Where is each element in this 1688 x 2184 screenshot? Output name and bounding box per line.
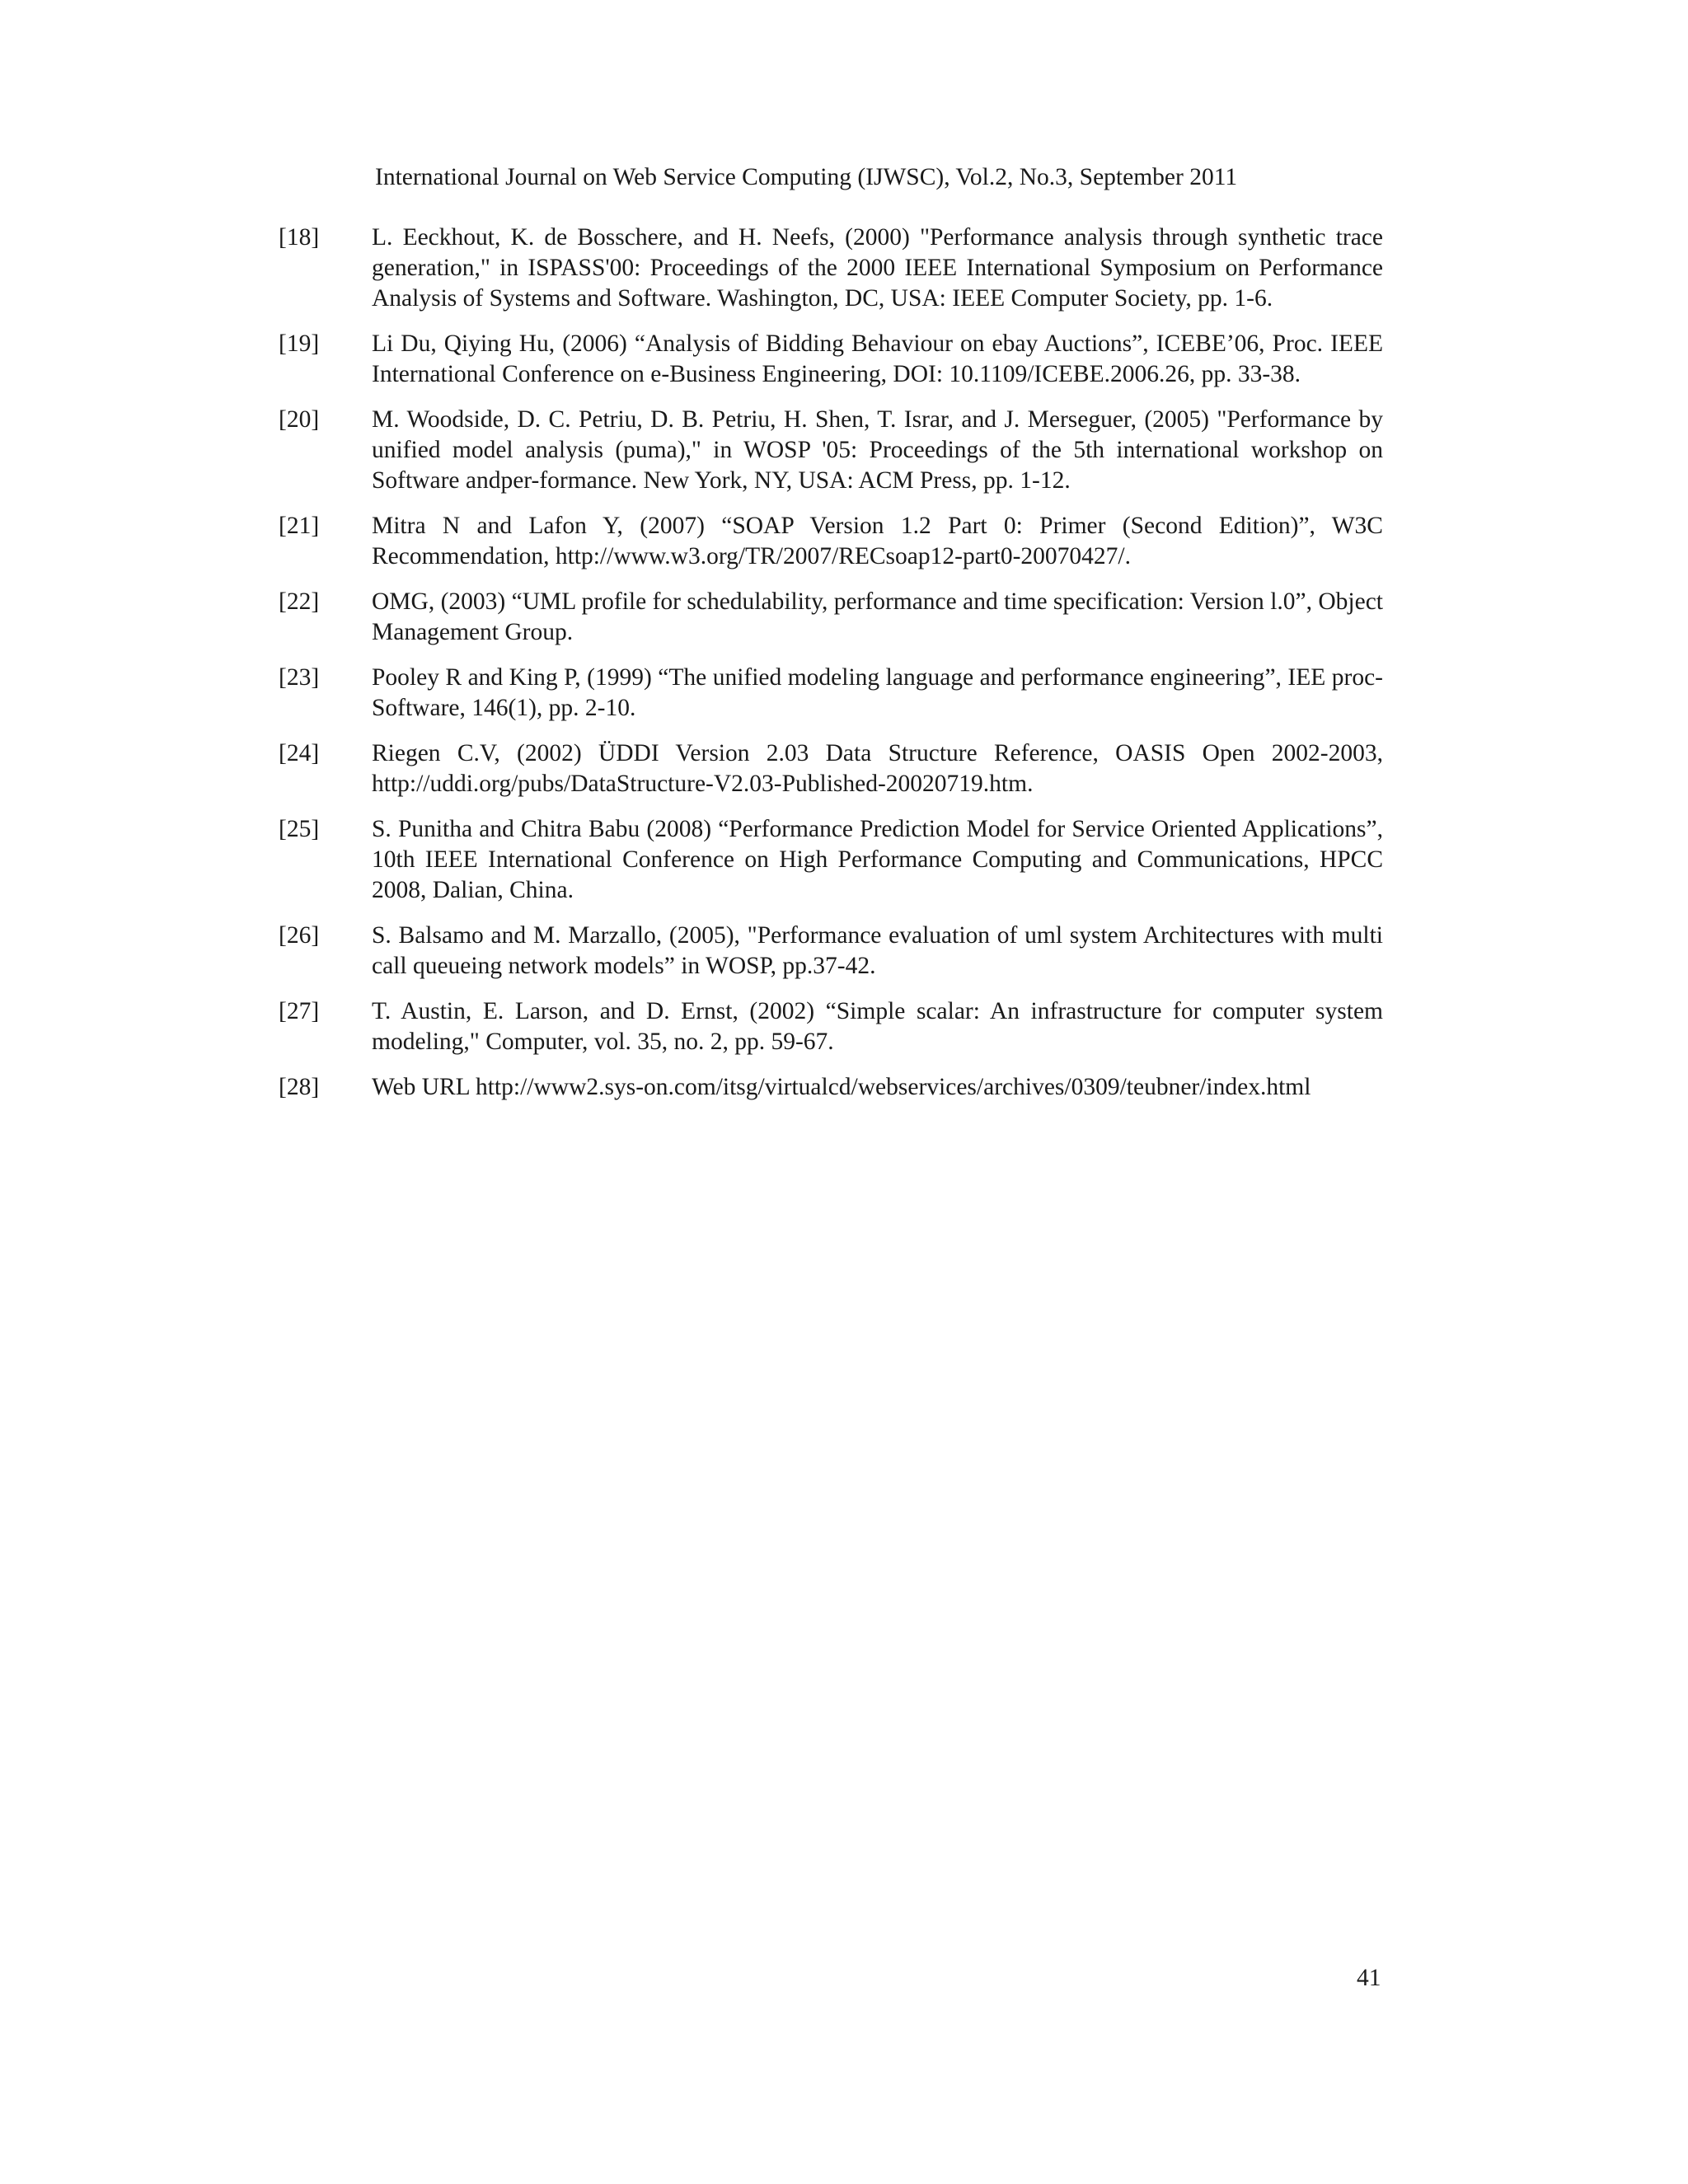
reference-text: Web URL http://www2.sys-on.com/itsg/virtualcd/webservices/archives/0309/teubner/index.html bbox=[372, 1074, 1311, 1100]
reference-item bbox=[279, 663, 1383, 724]
reference-number: [24] bbox=[279, 740, 320, 766]
reference-item bbox=[279, 329, 1383, 390]
reference-item bbox=[279, 921, 1383, 982]
reference-text: M. Woodside, D. C. Petriu, D. B. Petriu, H. Shen, T. Israr, and J. Merseguer, (2005) "Performance by unified model analysis (puma)," in WOSP '05: Proceedings of the 5th international workshop on Software andper-formance. New York, NY, USA: ACM Press, pp. 1-12. bbox=[372, 406, 1383, 494]
reference-number: [28] bbox=[279, 1074, 320, 1100]
reference-list bbox=[279, 223, 1383, 1118]
reference-text: OMG, (2003) “UML profile for schedulability, performance and time specification: Version l.0”, Object Management Group. bbox=[372, 588, 1383, 645]
reference-text: L. Eeckhout, K. de Bosschere, and H. Neefs, (2000) "Performance analysis through synthetic trace generation," in ISPASS'00: Proceedings of the 2000 IEEE International Symposium on Performance Analysis of Systems and Software. Washington, DC, USA: IEEE Computer Society, pp. 1-6. bbox=[372, 224, 1383, 312]
running-header: International Journal on Web Service Computing (IJWSC), Vol.2, No.3, September 2011 bbox=[375, 164, 1238, 190]
reference-item bbox=[279, 1072, 1383, 1103]
reference-item bbox=[279, 511, 1383, 572]
reference-item bbox=[279, 587, 1383, 648]
reference-item bbox=[279, 814, 1383, 906]
reference-item bbox=[279, 405, 1383, 496]
reference-text: Riegen C.V, (2002) ÜDDI Version 2.03 Data Structure Reference, OASIS Open 2002-2003, http://uddi.org/pubs/DataStructure-V2.03-Published-20020719.htm. bbox=[372, 740, 1383, 797]
reference-number: [20] bbox=[279, 406, 320, 433]
reference-text: Mitra N and Lafon Y, (2007) “SOAP Version 1.2 Part 0: Primer (Second Edition)”, W3C Recommendation, http://www.w3.org/TR/2007/RECsoap12-part0-20070427/. bbox=[372, 513, 1383, 569]
reference-number: [25] bbox=[279, 816, 320, 842]
reference-item bbox=[279, 996, 1383, 1057]
reference-text: Pooley R and King P, (1999) “The unified modeling language and performance engineering”, IEE proc-Software, 146(1), pp. 2-10. bbox=[372, 664, 1383, 721]
reference-number: [26] bbox=[279, 922, 320, 949]
reference-number: [19] bbox=[279, 330, 320, 357]
reference-number: [21] bbox=[279, 513, 320, 539]
reference-number: [22] bbox=[279, 588, 320, 615]
reference-number: [27] bbox=[279, 998, 320, 1024]
reference-item bbox=[279, 223, 1383, 314]
reference-text: S. Balsamo and M. Marzallo, (2005), "Performance evaluation of uml system Architectures with multi call queueing network models” in WOSP, pp.37-42. bbox=[372, 922, 1383, 979]
reference-text: T. Austin, E. Larson, and D. Ernst, (2002) “Simple scalar: An infrastructure for computer system modeling," Computer, vol. 35, no. 2, pp. 59-67. bbox=[372, 998, 1383, 1055]
page-number: 41 bbox=[1357, 1965, 1381, 1991]
reference-item bbox=[279, 738, 1383, 799]
reference-number: [23] bbox=[279, 664, 320, 691]
reference-text: S. Punitha and Chitra Babu (2008) “Performance Prediction Model for Service Oriented Applications”, 10th IEEE International Conference on High Performance Computing and Communications, HPCC 2008, Dalian, China. bbox=[372, 816, 1383, 903]
reference-number: [18] bbox=[279, 224, 320, 251]
reference-text: Li Du, Qiying Hu, (2006) “Analysis of Bidding Behaviour on ebay Auctions”, ICEBE’06, Proc. IEEE International Conference on e-Business Engineering, DOI: 10.1109/ICEBE.2006.26, pp. 33-38. bbox=[372, 330, 1383, 387]
